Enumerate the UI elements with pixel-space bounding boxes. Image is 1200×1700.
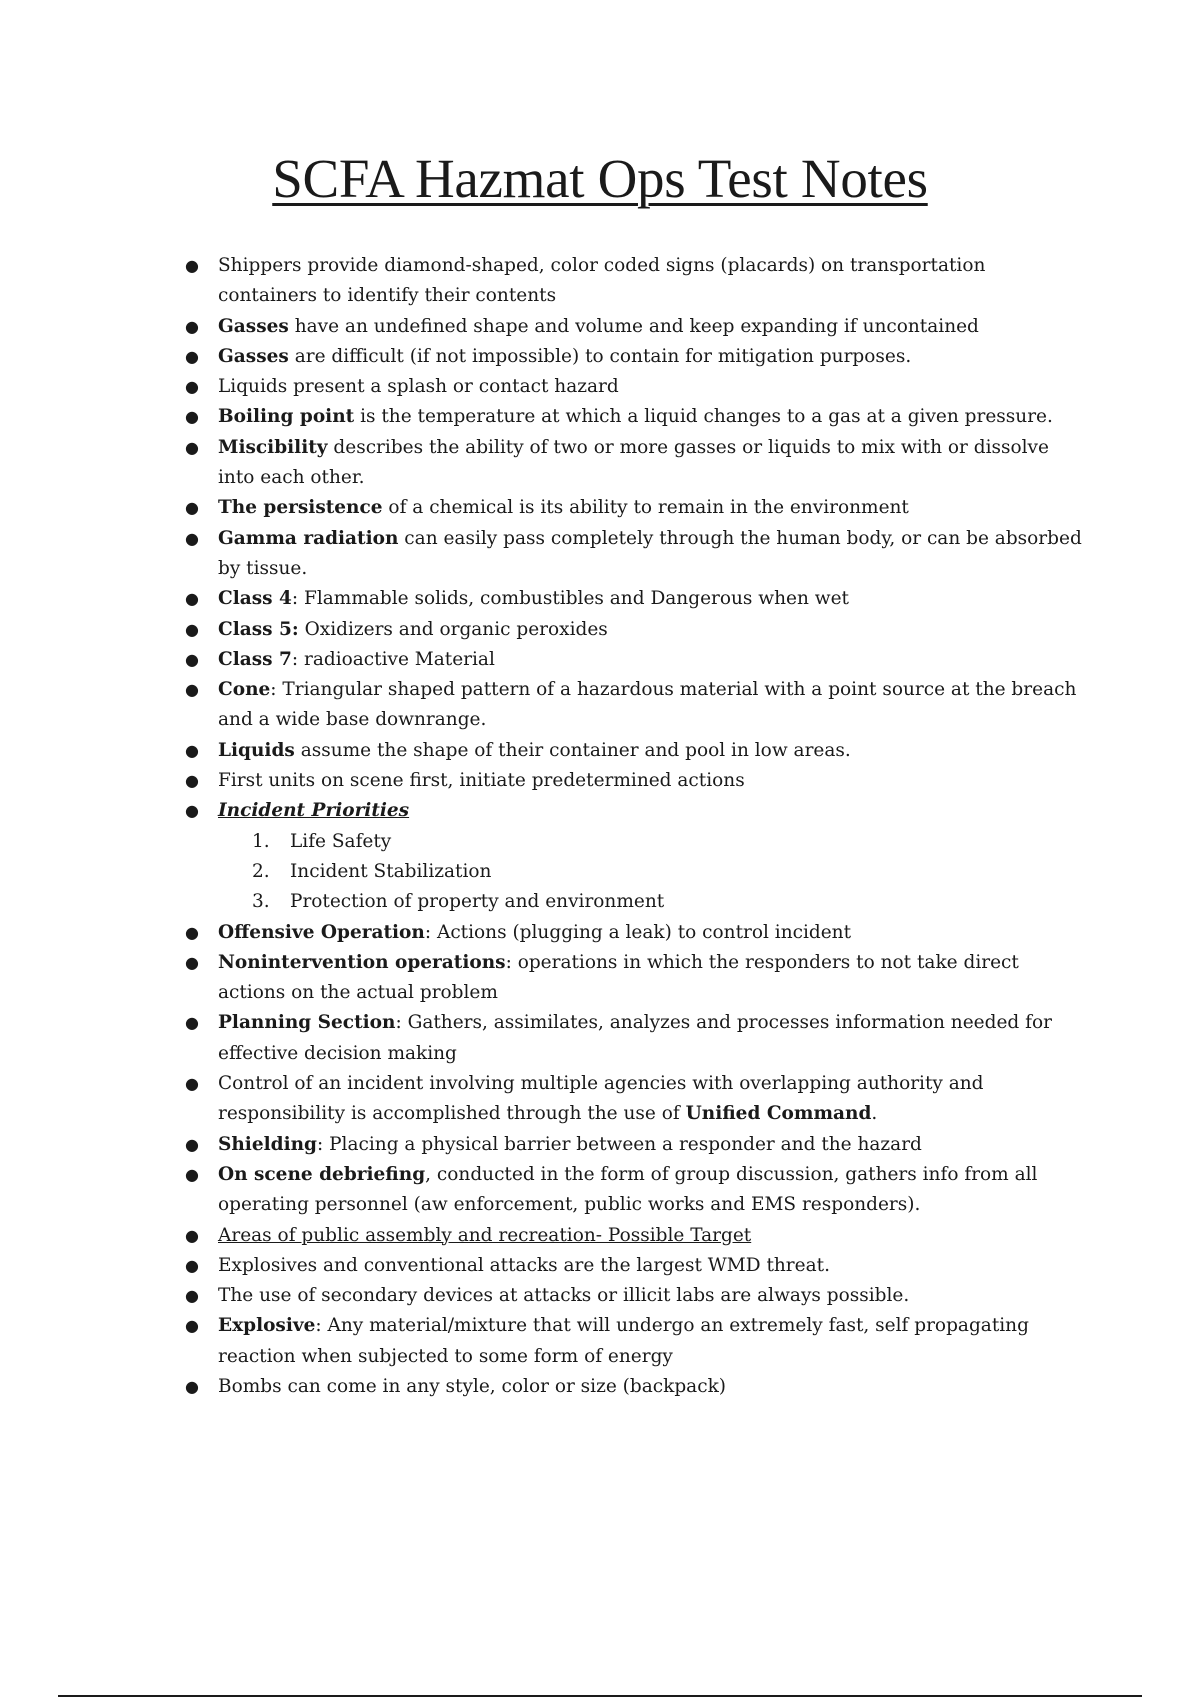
priorities-list	[218, 827, 1088, 918]
bullet-icon: ●	[185, 1255, 199, 1275]
bullet-icon: ●	[185, 528, 199, 548]
note-item	[185, 251, 1088, 312]
note-text: assume the shape of their container and pool in low areas.	[294, 739, 851, 761]
bullet-icon: ●	[185, 952, 199, 972]
priority-item	[218, 827, 1088, 857]
note-text: is the temperature at which a liquid changes to a gas at a given pressure.	[354, 406, 1053, 428]
note-item	[185, 645, 1088, 675]
bullet-icon: ●	[185, 407, 199, 427]
bullet-icon: ●	[185, 1074, 199, 1094]
note-term: Class 5:	[218, 618, 299, 640]
note-text: .	[871, 1103, 878, 1125]
bullet-icon: ●	[185, 256, 199, 275]
note-text: : Placing a physical barrier between a responder and the hazard	[317, 1133, 922, 1155]
bullet-icon: ●	[185, 740, 199, 760]
note-item	[185, 1281, 1088, 1311]
priorities-heading: Incident Priorities	[218, 800, 410, 822]
bullet-icon: ●	[185, 1376, 199, 1396]
bullet-icon: ●	[185, 619, 199, 639]
note-term: Nonintervention operations	[218, 951, 506, 973]
note-item	[185, 918, 1088, 948]
bullet-icon: ●	[185, 922, 199, 942]
note-item	[185, 615, 1088, 645]
bullet-icon: ●	[185, 498, 199, 518]
note-item	[185, 1221, 1088, 1251]
bullet-icon: ●	[185, 649, 199, 669]
note-text: Control of an incident involving multiple agencies with overlapping authority and responsibility is accomplished through the use of	[218, 1073, 984, 1125]
bullet-icon: ●	[185, 346, 199, 366]
note-item	[185, 736, 1088, 766]
bullet-icon: ●	[185, 1316, 199, 1336]
note-text: are difficult (if not impossible) to contain for mitigation purposes.	[288, 345, 912, 367]
note-text: : Flammable solids, combustibles and Dangerous when wet	[291, 588, 849, 610]
bullet-icon: ●	[185, 1225, 199, 1245]
notes-list	[185, 251, 1088, 1402]
priority-number: 1.	[252, 830, 270, 852]
note-term: Cone	[218, 679, 271, 701]
priority-number: 3.	[252, 891, 270, 913]
note-text: Oxidizers and organic peroxides	[298, 618, 608, 640]
priority-text: Protection of property and environment	[290, 891, 665, 913]
bullet-icon: ●	[185, 1134, 199, 1154]
note-text: Liquids present a splash or contact hazard	[218, 376, 619, 398]
note-item	[185, 372, 1088, 402]
note-term: Class 7	[218, 648, 292, 670]
note-item	[185, 1160, 1088, 1221]
note-text: have an undefined shape and volume and keep expanding if uncontained	[288, 315, 979, 337]
bullet-icon: ●	[185, 801, 199, 821]
priorities-item	[185, 796, 1088, 917]
priority-text: Life Safety	[290, 830, 392, 852]
note-term: Gamma radiation	[218, 527, 399, 549]
note-term: Liquids	[218, 739, 295, 761]
bullet-icon: ●	[185, 771, 199, 791]
note-item	[185, 766, 1088, 796]
note-text: : Any material/mixture that will undergo an extremely fast, self propagating reaction when subjected to some form of energy	[218, 1315, 1029, 1367]
priority-number: 2.	[252, 860, 270, 882]
note-term: Gasses	[218, 315, 289, 337]
note-term: The persistence	[218, 497, 383, 519]
note-item	[185, 675, 1088, 736]
note-item	[185, 402, 1088, 432]
note-term: On scene debriefing	[218, 1163, 426, 1185]
note-text: of a chemical is its ability to remain in the environment	[382, 497, 909, 519]
note-item	[185, 1069, 1088, 1130]
note-text: Explosives and conventional attacks are the largest WMD threat.	[218, 1254, 830, 1276]
note-text: can easily pass completely through the human body, or can be absorbed by tissue.	[218, 527, 1082, 579]
note-term: Planning Section	[218, 1012, 396, 1034]
bullet-icon: ●	[185, 377, 199, 397]
bullet-icon: ●	[185, 680, 199, 700]
note-term: Explosive	[218, 1315, 316, 1337]
note-text: : Actions (plugging a leak) to control incident	[424, 921, 852, 943]
note-text: Shippers provide diamond-shaped, color coded signs (placards) on transportation containers to identify their contents	[218, 255, 986, 307]
bullet-icon: ●	[185, 316, 199, 336]
note-item	[185, 584, 1088, 614]
note-term: Shielding	[218, 1133, 317, 1155]
note-text: First units on scene first, initiate predetermined actions	[218, 770, 745, 792]
bullet-icon: ●	[185, 1013, 199, 1033]
note-item	[185, 493, 1088, 523]
note-text: describes the ability of two or more gasses or liquids to mix with or dissolve into each other.	[218, 436, 1049, 489]
bullet-icon: ●	[185, 1164, 199, 1184]
note-item	[185, 1372, 1088, 1402]
note-item	[185, 433, 1088, 494]
note-term: Class 4	[218, 588, 292, 610]
note-item	[185, 948, 1088, 1009]
note-term: Unified Command	[685, 1103, 872, 1125]
note-term: Boiling point	[218, 406, 355, 428]
note-text: : Triangular shaped pattern of a hazardous material with a point source at the breach and a wide base downrange.	[218, 679, 1077, 731]
note-item	[185, 1251, 1088, 1281]
note-item	[185, 524, 1088, 585]
note-term: Offensive Operation	[218, 921, 425, 943]
note-text: : Gathers, assimilates, analyzes and processes information needed for effective decision making	[218, 1012, 1052, 1064]
note-item	[185, 1311, 1088, 1372]
note-item	[185, 1008, 1088, 1069]
priority-item	[218, 857, 1088, 887]
footer-divider	[58, 1695, 1142, 1697]
note-text: The use of secondary devices at attacks or illicit labs are always possible.	[218, 1285, 910, 1307]
page-title: SCFA Hazmat Ops Test Notes	[272, 148, 928, 209]
note-text: , conducted in the form of group discussion, gathers info from all operating personnel (aw enforcement, public works and EMS responders).	[218, 1163, 1038, 1216]
bullet-icon: ●	[185, 589, 199, 609]
note-item	[185, 312, 1088, 342]
priority-text: Incident Stabilization	[290, 860, 492, 882]
target-note-text: Areas of public assembly and recreation- Possible Target	[218, 1224, 752, 1246]
note-text: Bombs can come in any style, color or size (backpack)	[218, 1375, 726, 1397]
note-item	[185, 342, 1088, 372]
note-item	[185, 1130, 1088, 1160]
priority-item	[218, 887, 1088, 917]
note-term: Gasses	[218, 345, 289, 367]
bullet-icon: ●	[185, 1286, 199, 1306]
note-term: Miscibility	[218, 436, 328, 458]
note-text: : operations in which the responders to not take direct actions on the actual problem	[218, 951, 1019, 1004]
bullet-icon: ●	[185, 437, 199, 457]
note-text: : radioactive Material	[291, 648, 495, 670]
